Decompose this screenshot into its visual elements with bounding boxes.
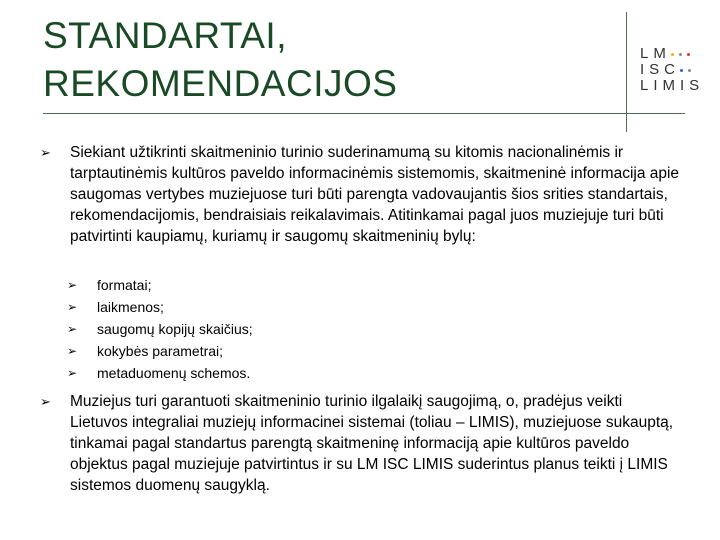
list-item-text: formatai; — [97, 277, 152, 293]
horizontal-divider — [43, 113, 685, 114]
lm-isc-limis-logo — [640, 46, 716, 94]
logo-row-isc — [640, 62, 716, 78]
logo-text-limis: LIMIS — [640, 77, 705, 94]
arrow-bullet-icon: ➢ — [40, 394, 51, 409]
list-item-text: metaduomenų schemos. — [97, 365, 251, 381]
arrow-bullet-icon: ➢ — [67, 300, 78, 314]
slide-title-line-2: REKOMENDACIJOS — [43, 63, 398, 104]
arrow-bullet-icon: ➢ — [67, 322, 78, 336]
logo-dot — [687, 53, 690, 56]
list-item-text: kokybės parametrai; — [97, 343, 224, 359]
list-item-text: saugomų kopijų skaičius; — [97, 321, 253, 337]
logo-dot — [688, 69, 691, 72]
list-item — [67, 274, 467, 296]
logo-text-lm: LM — [640, 45, 671, 62]
list-item — [67, 318, 467, 340]
bullet-paragraph-2 — [40, 391, 680, 496]
bullet-paragraph-1 — [40, 142, 680, 247]
list-item-text: laikmenos; — [97, 299, 164, 315]
list-item — [67, 296, 467, 318]
logo-row-lm — [640, 46, 716, 62]
logo-row-limis — [640, 78, 716, 94]
logo-dot — [680, 69, 683, 72]
file-requirements-list — [67, 274, 467, 384]
slide-title-line-1: STANDARTAI, — [43, 15, 287, 56]
paragraph-2-text: Muziejus turi garantuoti skaitmeninio turinio ilgalaikį saugojimą, o, pradėjus veikti Lietuvos integraliai muziejų informacinei sistemai (toliau – LIMIS), muziejuose sukauptą, tinkamai pagal standartus parengtą skaitmeninę informaciją apie kultūros paveldo objektus pagal muziejuje patvirtintus ir su LM ISC LIMIS suderintus planus teikti į LIMIS sistemos duomenų saugyklą. — [70, 393, 674, 494]
arrow-bullet-icon: ➢ — [67, 278, 78, 292]
arrow-bullet-icon: ➢ — [67, 344, 78, 358]
logo-text-isc: ISC — [640, 61, 681, 78]
slide-title — [43, 12, 397, 108]
arrow-bullet-icon: ➢ — [40, 145, 51, 160]
list-item — [67, 340, 467, 362]
list-item — [67, 362, 467, 384]
logo-dot — [671, 53, 674, 56]
arrow-bullet-icon: ➢ — [67, 366, 78, 380]
paragraph-1-text: Siekiant užtikrinti skaitmeninio turinio suderinamumą su kitomis nacionalinėmis ir tarptautinėmis kultūros paveldo informacinėmis sistemomis, skaitmeninė informacija apie saugomas vertybes muziejuose turi būti parengta vadovaujantis šios srities standartais, rekomendacijomis, bendraisiais reikalavimais. Atitinkamai pagal juos muziejuje turi būti patvirtinti kaupiamų, kuriamų ir saugomų skaitmeninių bylų: — [70, 144, 680, 245]
logo-dot — [679, 53, 682, 56]
vertical-divider — [626, 12, 627, 132]
